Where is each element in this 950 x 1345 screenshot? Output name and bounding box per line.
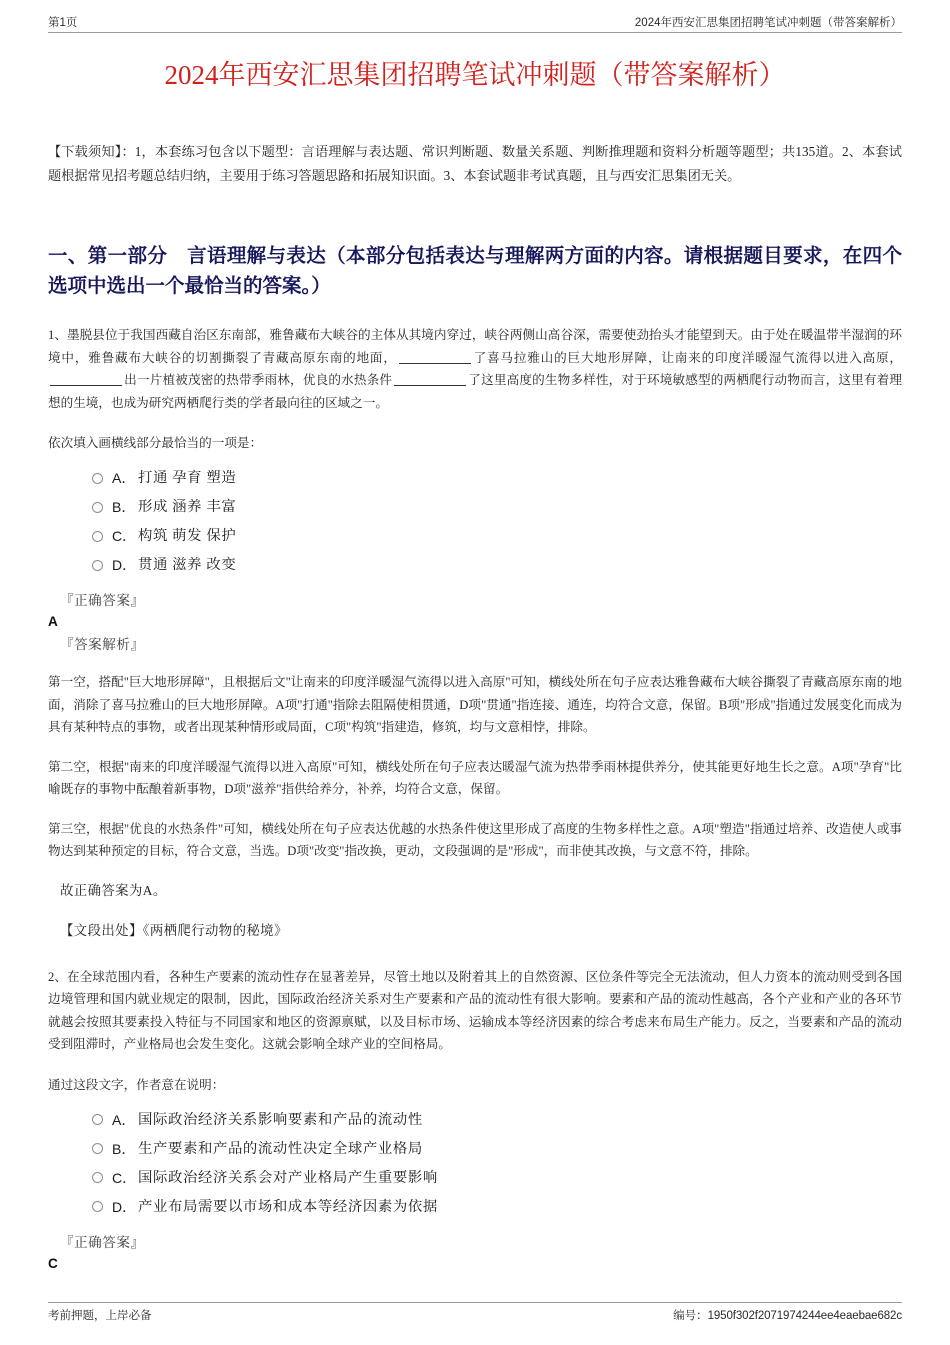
option-text: 贯通 滋养 改变 <box>138 557 237 573</box>
question-1-analysis-label: 『答案解析』 <box>60 637 145 652</box>
question-block-1 <box>48 324 902 942</box>
question-1-analysis-p2: 第二空，根据"南来的印度洋暖湿气流得以进入高原"可知，横线处所在句子应表达暖湿气流为热带季雨林提供养分，使其能更好地生长之意。A项"孕育"比喻既存的事物中酝酿着新事物，D项"滋养"指供给养分，补养，均符合文意，保留。 <box>48 759 902 796</box>
question-2-answer-label: 『正确答案』 <box>60 1234 145 1250</box>
question-block-2 <box>48 966 902 1274</box>
option-letter: D． <box>112 557 137 573</box>
question-1-source: 【文段出处】《两栖爬行动物的秘境》 <box>60 922 288 938</box>
option-letter: A． <box>112 470 136 486</box>
footer-code <box>673 1307 902 1323</box>
question-1-analysis-p3: 第三空，根据"优良的水热条件"可知，横线处所在句子应表达优越的水热条件使这里形成了高度的生物多样性之意。A项"塑造"指通过培养、改造使人或事物达到某种预定的目标，符合文意，当选。D项"改变"指改换，更动，文段强调的是"形成"，而非使其改换，与文意不符，排除。 <box>48 821 902 858</box>
option-text: 构筑 萌发 保护 <box>138 528 237 544</box>
option-letter: C． <box>112 1169 137 1186</box>
question-1-answer-label: 『正确答案』 <box>60 593 145 608</box>
question-1-stem-seg-1: 1、墨脱县位于我国西藏自治区东南部，雅鲁藏布大峡谷的主体从其境内穿过，峡谷两侧山高谷深，需要使劲抬头才能望到天。由于处在暖温带半湿润的环境中，雅鲁藏布大峡谷的切割撕裂了青藏高原东南的地面， <box>48 328 902 365</box>
option-letter: D． <box>112 1198 137 1215</box>
option-text: 国际政治经济关系会对产业格局产生重要影响 <box>138 1169 438 1186</box>
radio-icon[interactable] <box>92 502 103 513</box>
running-header <box>48 8 902 33</box>
running-footer <box>48 1302 902 1331</box>
radio-icon[interactable] <box>92 1114 103 1125</box>
footer-slogan: 考前押题，上岸必备 <box>48 1310 152 1322</box>
footer-code-value: 1950f302f2071974244ee4eaebae682c <box>707 1310 902 1322</box>
question-2-option-a[interactable] <box>48 1110 902 1130</box>
option-text: 产业布局需要以市场和成本等经济因素为依据 <box>138 1198 438 1215</box>
header-document-name: 2024年西安汇思集团招聘笔试冲刺题（带答案解析） <box>634 17 902 29</box>
option-letter: B． <box>112 499 136 515</box>
document-body <box>48 140 902 1280</box>
question-1-option-a[interactable] <box>48 468 902 488</box>
question-1-analysis-p1: 第一空，搭配"巨大地形屏障"，且根据后文"让南来的印度洋暖湿气流得以进入高原"可知，横线处所在句子应表达雅鲁藏布大峡谷撕裂了青藏高原东南的地面，消除了喜马拉雅山的巨大地形屏障。A项"打通"指除去阻隔使相贯通，D项"贯通"指连接、通连，均符合文意，保留。B项"形成"指通过发展变化而成为具有某种特点的事物，或者出现某种情形或局面，C项"构筑"指建造，修筑，均与文意相悖，排除。 <box>48 675 902 734</box>
question-1-blank-2 <box>50 385 122 386</box>
question-2-option-c[interactable] <box>48 1168 902 1188</box>
radio-icon[interactable] <box>92 473 103 484</box>
question-1-stem-seg-4: 了这里高度的生物多样性，对于环境敏感型的两栖爬行动物而言，这里有着理想的生境，也成为研究两栖爬行类的学者最向往的区域之一。 <box>48 373 903 410</box>
option-text: 生产要素和产品的流动性决定全球产业格局 <box>138 1140 423 1157</box>
radio-icon[interactable] <box>92 560 103 571</box>
question-1-answer-value: A <box>48 614 58 629</box>
page-title: 2024年西安汇思集团招聘笔试冲刺题（带答案解析） <box>164 60 786 91</box>
footer-code-label: 编号： <box>673 1310 708 1322</box>
question-2-prompt: 通过这段文字，作者意在说明： <box>48 1077 225 1092</box>
radio-icon[interactable] <box>92 1201 103 1212</box>
download-notice: 【下载须知】：1，本套练习包含以下题型：言语理解与表达题、常识判断题、数量关系题、判断推理题和资料分析题等题型；共135道。2、本套试题根据常见招考题总结归纳，主要用于练习答题思路和拓展知识面。3、本套试题非考试真题，且与西安汇思集团无关。 <box>48 144 902 183</box>
question-1-prompt: 依次填入画横线部分最恰当的一项是： <box>48 436 263 450</box>
question-1-option-d[interactable] <box>48 555 902 575</box>
question-2-option-b[interactable] <box>48 1139 902 1159</box>
question-1-blank-1 <box>399 363 471 364</box>
question-1-options <box>48 468 902 575</box>
question-2-option-d[interactable] <box>48 1197 902 1217</box>
question-1-blank-3 <box>394 385 466 386</box>
option-text: 打通 孕育 塑造 <box>138 470 237 486</box>
question-2-stem: 2、在全球范围内看，各种生产要素的流动性存在显著差异，尽管土地以及附着其上的自然资源、区位条件等完全无法流动，但人力资本的流动则受到各国边境管理和国内就业规定的限制，因此，国际政治经济关系对生产要素和产品的流动性有很大影响。要素和产品的流动性越高，各个产业和产业的各环节就越会按照其要素投入特征与不同国家和地区的资源禀赋，以及目标市场、运输成本等经济因素的综合考虑来布局生产能力。反之，当要素和产品的流动受到阻滞时，产业格局也会发生变化。这就会影响全球产业的空间格局。 <box>48 969 902 1051</box>
option-text: 形成 涵养 丰富 <box>138 499 237 515</box>
question-1-stem-seg-2: 了喜马拉雅山的巨大地形屏障，让南来的印度洋暖湿气流得以进入高原， <box>472 350 903 365</box>
radio-icon[interactable] <box>92 531 103 542</box>
page-number-label: 第1页 <box>48 17 78 29</box>
section-heading-part-one: 一、第一部分 言语理解与表达（本部分包括表达与理解两方面的内容。请根据题目要求，在四个选项中选出一个最恰当的答案。） <box>48 246 902 297</box>
question-2-options <box>48 1110 902 1217</box>
question-1-conclusion: 故正确答案为A。 <box>60 882 167 898</box>
option-text: 国际政治经济关系影响要素和产品的流动性 <box>138 1111 423 1128</box>
question-1-option-b[interactable] <box>48 497 902 517</box>
question-2-answer-value: C <box>48 1255 58 1271</box>
question-1-stem <box>48 324 902 414</box>
question-1-option-c[interactable] <box>48 526 902 546</box>
option-letter: B． <box>112 1140 136 1157</box>
radio-icon[interactable] <box>92 1143 103 1154</box>
radio-icon[interactable] <box>92 1172 103 1183</box>
option-letter: C． <box>112 528 137 544</box>
option-letter: A． <box>112 1111 136 1128</box>
question-1-stem-seg-3: 出一片植被茂密的热带季雨林，优良的水热条件 <box>124 373 393 387</box>
